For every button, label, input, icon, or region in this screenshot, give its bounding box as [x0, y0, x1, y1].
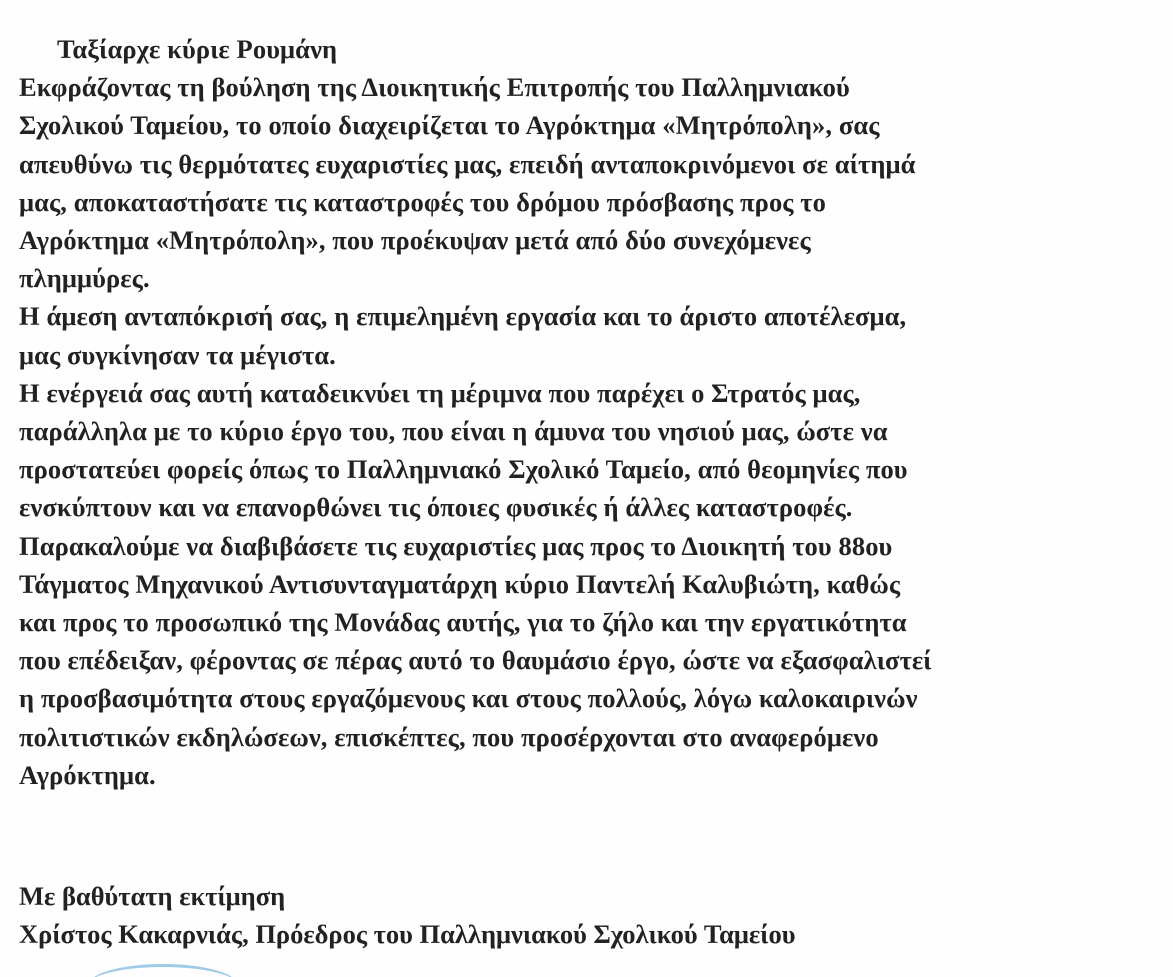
body-line: και προς το προσωπικό της Μονάδας αυτής, για το ζήλο και την εργατικότητα [19, 607, 907, 638]
signature-line: Χρίστος Κακαρνιάς, Πρόεδρος του Παλλημνιακού Σχολικού Ταμείου [19, 919, 796, 950]
body-line: μας, αποκαταστήσατε τις καταστροφές του δρόμου πρόσβασης προς το [19, 186, 826, 217]
body-line: η προσβασιμότητα στους εργαζόμενους και στους πολλούς, λόγω καλοκαιρινών [19, 683, 918, 714]
body-line: Αγρόκτημα «Μητρόπολη», που προέκυψαν μετά από δύο συνεχόμενες [19, 225, 811, 256]
body-line: Η άμεση ανταπόκρισή σας, η επιμελημένη εργασία και το άριστο αποτέλεσμα, [19, 301, 907, 332]
body-line: Τάγματος Μηχανικού Αντισυνταγματάρχη κύριο Παντελή Καλυβιώτη, καθώς [19, 568, 901, 599]
stamp-edge [88, 964, 238, 977]
body-line: πλημμύρες. [19, 263, 150, 294]
body-line: Αγρόκτημα. [19, 759, 156, 790]
body-line: Εκφράζοντας τη βούληση της Διοικητικής Επιτροπής του Παλλημνιακού [19, 72, 850, 103]
salutation: Ταξίαρχε κύριε Ρουμάνη [57, 34, 338, 64]
letter-body [19, 30, 1169, 794]
body-line: μας συγκίνησαν τα μέγιστα. [19, 339, 336, 370]
letter-closing [19, 877, 795, 953]
body-line: απευθύνω τις θερμότατες ευχαριστίες μας, επειδή ανταποκρινόμενοι σε αίτημά [19, 148, 916, 179]
body-line: πολιτιστικών εκδηλώσεων, επισκέπτες, που προσέρχονται στο αναφερόμενο [19, 721, 879, 752]
body-line: που επέδειξαν, φέροντας σε πέρας αυτό το θαυμάσιο έργο, ώστε να εξασφαλιστεί [19, 645, 932, 676]
body-line: προστατεύει φορείς όπως το Παλλημνιακό Σχολικό Ταμείο, από θεομηνίες που [19, 454, 908, 485]
body-line: Παρακαλούμε να διαβιβάσετε τις ευχαριστίες μας προς το Διοικητή του 88ου [19, 530, 893, 561]
body-line: Σχολικού Ταμείου, το οποίο διαχειρίζεται το Αγρόκτημα «Μητρόπολη», σας [19, 110, 880, 141]
closing-phrase: Με βαθύτατη εκτίμηση [19, 881, 286, 911]
body-line: παράλληλα με το κύριο έργο του, που είναι η άμυνα του νησιού μας, ώστε να [19, 416, 888, 447]
body-line: Η ενέργειά σας αυτή καταδεικνύει τη μέριμνα που παρέχει ο Στρατός μας, [19, 377, 861, 408]
body-line: ενσκύπτουν και να επανορθώνει τις όποιες φυσικές ή άλλες καταστροφές. [19, 492, 853, 523]
